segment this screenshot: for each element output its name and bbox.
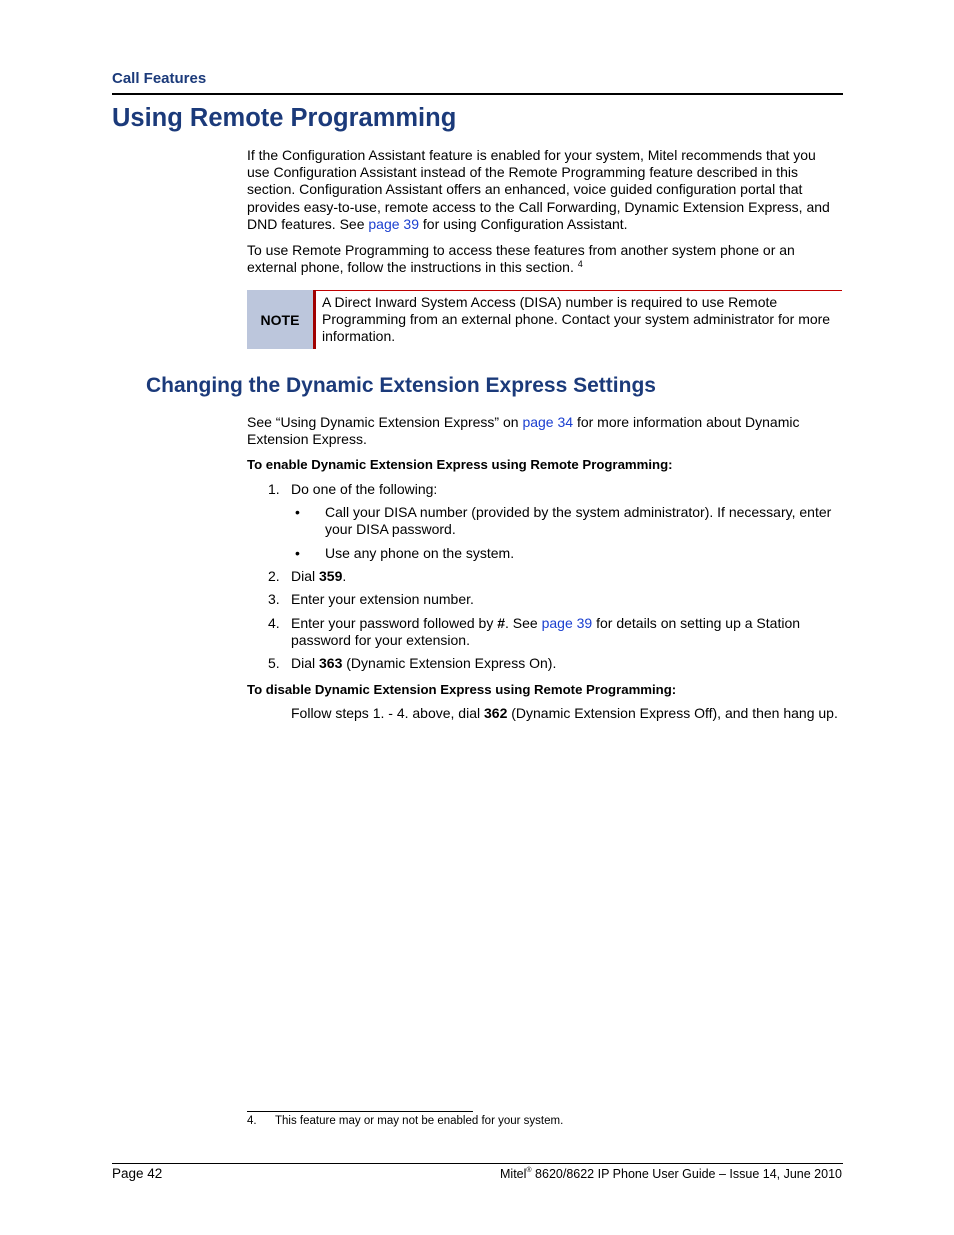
follow-before: Follow steps 1. - 4. above, dial — [291, 705, 484, 721]
step-5-text — [291, 655, 841, 672]
step-4-page-39-link[interactable]: page 39 — [541, 615, 593, 631]
step-4-mid: . See — [505, 615, 542, 631]
step-5-before: Dial — [291, 655, 320, 671]
bullet-2-dot: • — [295, 545, 300, 561]
step-4-text — [291, 615, 841, 649]
intro-p2-text: To use Remote Programming to access these features from another system phone or an external phone, follow the instructions in this section. — [247, 242, 795, 276]
step-2-number: 2. — [268, 568, 280, 584]
footer-guide-title — [500, 1167, 842, 1181]
see-after: for more information about Dynamic Extension Express. — [247, 414, 800, 448]
step-4-after: for details on setting up a Station password for your extension. — [291, 615, 801, 649]
note-text: A Direct Inward System Access (DISA) number is required to use Remote Programming from an external phone. Contact your system administrator for more information. — [322, 294, 831, 345]
footnote-number: 4. — [247, 1115, 257, 1127]
step-3-text: Enter your extension number. — [291, 591, 474, 607]
header-rule — [112, 93, 843, 95]
enable-procedure-heading: To enable Dynamic Extension Express using Remote Programming: — [247, 457, 673, 472]
note-label: NOTE — [247, 290, 313, 349]
step-4-code: # — [497, 615, 506, 631]
note-box — [247, 290, 842, 349]
step-5-number: 5. — [268, 655, 280, 671]
intro-paragraph-2 — [247, 242, 842, 276]
step-4-number: 4. — [268, 615, 280, 631]
disable-procedure-heading: To disable Dynamic Extension Express using Remote Programming: — [247, 682, 677, 697]
footnote-text: This feature may or may not be enabled for your system. — [275, 1115, 564, 1127]
step-5-code: 363 — [319, 655, 343, 671]
footer-rule — [112, 1163, 843, 1164]
step-4-before: Enter your password followed by — [291, 615, 498, 631]
step-2-text — [291, 568, 841, 585]
step-2-before: Dial — [291, 568, 320, 584]
disable-instructions — [291, 705, 851, 722]
step-2-after: . — [342, 568, 347, 584]
page-title: Using Remote Programming — [112, 104, 457, 132]
see-before: See “Using Dynamic Extension Express” on — [247, 414, 523, 430]
section-label: Call Features — [112, 70, 207, 87]
page-34-link[interactable]: page 34 — [522, 414, 574, 430]
follow-code: 362 — [484, 705, 508, 721]
intro-paragraph-1 — [247, 147, 842, 233]
footnote-rule — [247, 1111, 473, 1112]
step-1-number: 1. — [268, 481, 280, 497]
step-5-after: (Dynamic Extension Express On). — [342, 655, 557, 671]
note-top-rule — [314, 290, 842, 291]
step-1-text: Do one of the following: — [291, 481, 438, 497]
step-2-code: 359 — [319, 568, 343, 584]
page-number: Page 42 — [112, 1166, 163, 1181]
bullet-1-text: Call your DISA number (provided by the system administrator). If necessary, enter your DISA password. — [325, 504, 832, 538]
section-heading: Changing the Dynamic Extension Express Settings — [146, 374, 656, 397]
footnote-ref: 4 — [577, 259, 583, 270]
intro-p1-after: for using Configuration Assistant. — [419, 215, 628, 232]
footer-brand: Mitel — [500, 1167, 527, 1181]
footer-guide-text: 8620/8622 IP Phone User Guide – Issue 14, June 2010 — [531, 1167, 842, 1181]
bullet-1-dot: • — [295, 504, 300, 520]
registered-mark: ® — [526, 1167, 532, 1174]
page-39-link[interactable]: page 39 — [368, 215, 419, 232]
follow-after: (Dynamic Extension Express Off), and then hang up. — [507, 705, 838, 721]
bullet-2-text: Use any phone on the system. — [325, 545, 515, 561]
note-divider — [313, 290, 316, 349]
see-paragraph — [247, 414, 842, 448]
intro-p1-text: If the Configuration Assistant feature is enabled for your system, Mitel recommends that you use Configuration Assistant instead of the Remote Programming feature described in this section. Configuration Assistant offers an enhanced, voice guided configuration portal that provides easy-to-use, remote access to the Call Forwarding, Dynamic Extension Express, and DND features. See — [247, 147, 830, 232]
step-3-number: 3. — [268, 591, 280, 607]
